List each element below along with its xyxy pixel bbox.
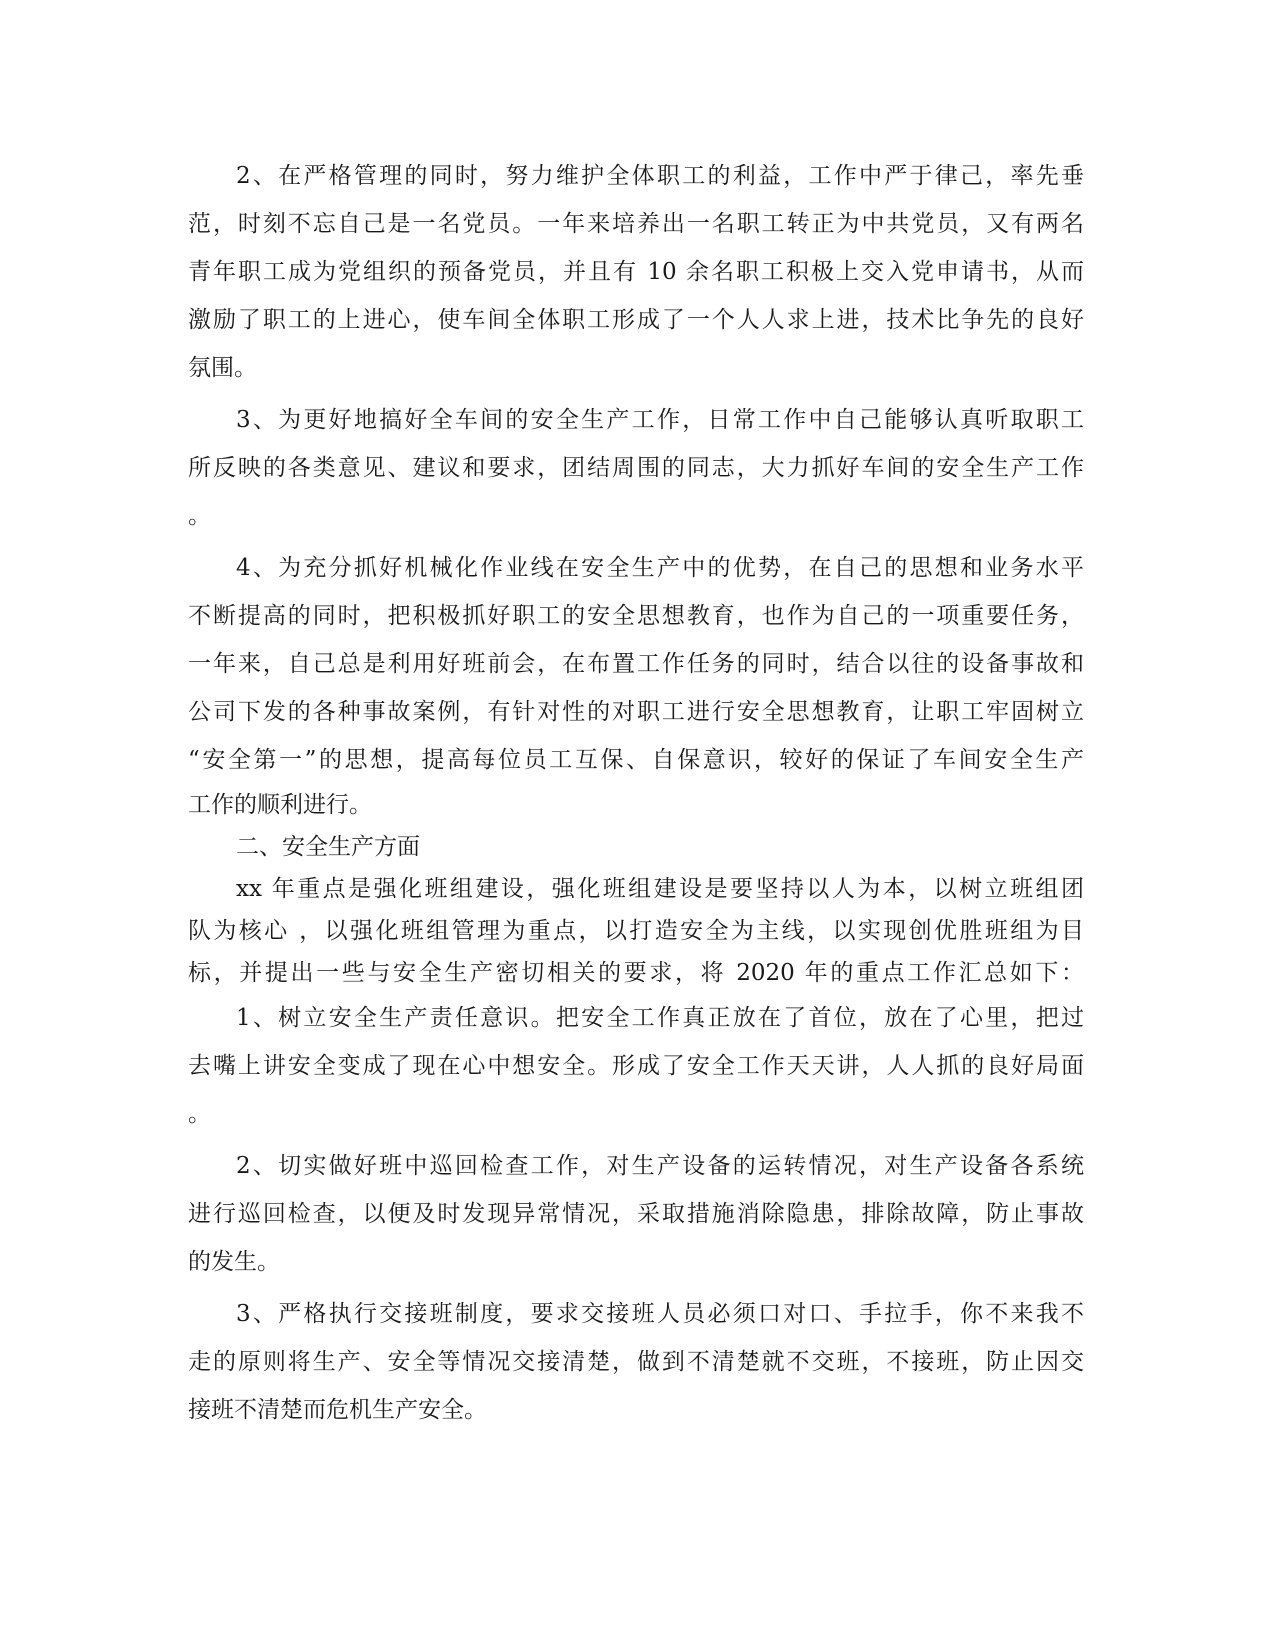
document-body	[188, 152, 1084, 1434]
paragraph-line: 范，时刻不忘自己是一名党员。一年来培养出一名职工转正为中共党员，又有两名	[188, 211, 1084, 237]
section-heading: 二、安全生产方面	[236, 834, 420, 860]
paragraph-line: 标，并提出一些与安全生产密切相关的要求，将 2020 年的重点工作汇总如下：	[188, 960, 1084, 986]
paragraph-line: 2、切实做好班中巡回检查工作，对生产设备的运转情况，对生产设备各系统	[236, 1153, 1084, 1179]
paragraph-line: 进行巡回检查，以便及时发现异常情况，采取措施消除隐患，排除故障，防止事故	[188, 1201, 1084, 1227]
paragraph-line: 所反映的各类意见、建议和要求，团结周围的同志，大力抓好车间的安全生产工作	[188, 455, 1084, 481]
paragraph-line: 去嘴上讲安全变成了现在心中想安全。形成了安全工作天天讲，人人抓的良好局面	[188, 1053, 1084, 1079]
paragraph-line: 走的原则将生产、安全等情况交接清楚，做到不清楚就不交班，不接班，防止因交	[188, 1349, 1084, 1375]
paragraph-line: 工作的顺利进行。	[188, 792, 372, 818]
paragraph-line: 3、严格执行交接班制度，要求交接班人员必须口对口、手拉手，你不来我不	[236, 1301, 1084, 1327]
paragraph-line: 公司下发的各种事故案例，有针对性的对职工进行安全思想教育，让职工牢固树立	[188, 699, 1084, 725]
paragraph-line: 氛围。	[188, 355, 257, 381]
paragraph-line: 4、为充分抓好机械化作业线在安全生产中的优势，在自己的思想和业务水平	[236, 555, 1084, 581]
paragraph-line: 1、树立安全生产责任意识。把安全工作真正放在了首位，放在了心里，把过	[236, 1005, 1084, 1031]
paragraph-line: xx 年重点是强化班组建设，强化班组建设是要坚持以人为本，以树立班组团	[236, 876, 1084, 902]
paragraph-line: 青年职工成为党组织的预备党员，并且有 10 余名职工积极上交入党申请书，从而	[188, 259, 1084, 285]
paragraph-line: 的发生。	[188, 1249, 280, 1275]
paragraph-line: 。	[188, 1101, 211, 1127]
paragraph-line: 接班不清楚而危机生产安全。	[188, 1397, 487, 1423]
paragraph-line: 一年来，自己总是利用好班前会，在布置工作任务的同时，结合以往的设备事故和	[188, 651, 1084, 677]
paragraph-line: 队为核心 ，以强化班组管理为重点，以打造安全为主线，以实现创优胜班组为目	[188, 918, 1084, 944]
paragraph-line: 3、为更好地搞好全车间的安全生产工作，日常工作中自己能够认真听取职工	[236, 407, 1084, 433]
paragraph-line: 2、在严格管理的同时，努力维护全体职工的利益，工作中严于律己，率先垂	[236, 163, 1084, 189]
paragraph-line: 激励了职工的上进心，使车间全体职工形成了一个人人求上进，技术比争先的良好	[188, 307, 1084, 333]
paragraph-line: “安全第一”的思想，提高每位员工互保、自保意识，较好的保证了车间安全生产	[188, 747, 1084, 773]
paragraph-line: 。	[188, 503, 211, 529]
paragraph-line: 不断提高的同时，把积极抓好职工的安全思想教育，也作为自己的一项重要任务，	[188, 603, 1084, 629]
